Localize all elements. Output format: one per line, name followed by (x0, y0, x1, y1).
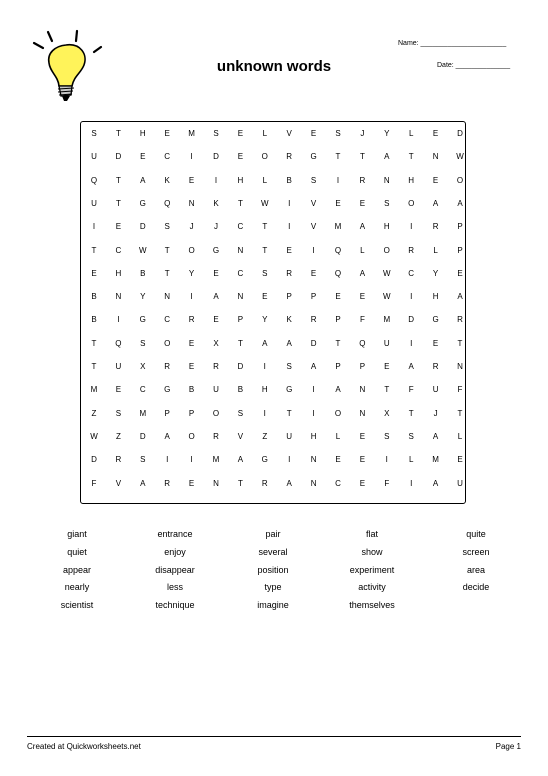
grid-letter: D (310, 338, 317, 348)
grid-letter: Z (115, 431, 121, 441)
grid-letter: T (335, 152, 341, 162)
grid-letter: Y (188, 268, 195, 278)
grid-letter: Y (140, 292, 146, 302)
page-number: Page 1 (495, 742, 521, 751)
word-list-item: position (257, 564, 289, 575)
grid-letter: I (312, 245, 315, 255)
grid-letter: A (408, 362, 414, 371)
grid-letter: U (286, 431, 293, 441)
grid-letter: L (262, 129, 268, 138)
grid-letter: R (286, 152, 293, 162)
grid-letter: D (139, 431, 146, 441)
grid-letter: I (385, 455, 388, 465)
grid-letter: M (212, 455, 220, 465)
grid-letter: E (91, 268, 97, 278)
grid-letter: I (410, 222, 413, 232)
grid-letter: E (310, 129, 317, 138)
grid-letter: C (164, 315, 171, 325)
word-list-item: pair (265, 529, 281, 539)
grid-letter: R (164, 478, 171, 488)
grid-letter: U (115, 362, 122, 371)
grid-letter: E (188, 175, 195, 185)
grid-letter: U (91, 152, 97, 162)
grid-letter: R (286, 268, 293, 278)
grid-letter: N (432, 152, 439, 162)
grid-letter: U (383, 338, 390, 348)
grid-letter: I (410, 292, 413, 302)
grid-letter: I (190, 292, 193, 302)
grid-letter: S (310, 175, 317, 185)
grid-letter: E (237, 152, 244, 162)
grid-letter: T (262, 245, 268, 255)
grid-letter: I (312, 385, 315, 395)
grid-letter: U (457, 478, 463, 488)
grid-letter: F (384, 478, 390, 488)
grid-letter: S (408, 431, 414, 441)
grid-letter: S (286, 362, 292, 371)
grid-letter: G (139, 315, 146, 325)
word-list-item: screen (462, 546, 490, 557)
grid-letter: A (286, 338, 292, 348)
grid-letter: O (212, 408, 220, 418)
grid-letter: T (457, 338, 463, 348)
grid-letter: E (188, 338, 195, 348)
grid-letter: O (261, 152, 268, 162)
grid-letter: R (457, 315, 463, 325)
grid-letter: T (115, 129, 121, 138)
grid-letter: E (115, 222, 122, 232)
grid-letter: E (384, 362, 390, 371)
grid-letter: U (213, 385, 219, 395)
grid-letter: W (383, 292, 391, 302)
grid-letter: G (286, 385, 293, 395)
grid-letter: T (335, 338, 341, 348)
word-list-item: experiment (349, 564, 395, 575)
grid-letter: C (115, 245, 122, 255)
grid-letter: V (310, 198, 317, 208)
grid-letter: C (335, 478, 341, 488)
name-field[interactable]: Name: ______________________ (398, 40, 507, 47)
grid-letter: E (457, 268, 463, 278)
grid-letter: S (384, 431, 390, 441)
word-list-item: activity (358, 582, 386, 593)
grid-letter: H (408, 175, 415, 185)
grid-letter: E (359, 198, 366, 208)
grid-letter: B (140, 268, 146, 278)
grid-letter: W (383, 268, 391, 278)
word-list-item: less (166, 582, 183, 593)
grid-letter: A (457, 292, 463, 302)
word-list-item: show (361, 546, 383, 557)
grid-letter: W (456, 152, 464, 162)
grid-letter: E (432, 338, 439, 348)
grid-letter: P (335, 315, 341, 325)
grid-letter: A (432, 198, 439, 208)
grid-letter: D (237, 362, 244, 371)
grid-letter: T (91, 245, 97, 255)
grid-letter: R (213, 431, 219, 441)
grid-letter: B (91, 292, 97, 302)
grid-letter: E (359, 292, 366, 302)
grid-letter: P (457, 222, 463, 232)
grid-letter: N (359, 385, 366, 395)
grid-letter: K (164, 175, 170, 185)
grid-letter: X (213, 338, 219, 348)
grid-letter: T (91, 362, 97, 371)
grid-letter: E (335, 455, 341, 465)
footer-divider (27, 736, 521, 737)
grid-letter: O (334, 408, 342, 418)
grid-letter: E (188, 362, 195, 371)
grid-letter: H (261, 385, 268, 395)
grid-letter: E (432, 175, 439, 185)
grid-letter: N (237, 292, 244, 302)
grid-letter: I (190, 152, 193, 162)
grid-letter: T (164, 245, 170, 255)
grid-letter: H (115, 268, 122, 278)
grid-letter: G (164, 385, 171, 395)
grid-letter: T (164, 268, 170, 278)
grid-letter: I (166, 455, 169, 465)
grid-letter: A (432, 431, 439, 441)
grid-letter: C (408, 268, 415, 278)
word-list-item: giant (67, 529, 87, 539)
grid-letter: B (286, 175, 292, 185)
grid-letter: C (164, 152, 171, 162)
grid-letter: S (335, 129, 341, 138)
grid-letter: E (188, 478, 195, 488)
grid-letter: J (189, 222, 194, 232)
grid-letter: S (164, 222, 170, 232)
grid-letter: O (456, 175, 464, 185)
grid-letter: A (164, 431, 170, 441)
grid-letter: W (90, 431, 98, 441)
grid-letter: A (432, 478, 439, 488)
grid-letter: Q (334, 245, 342, 255)
grid-letter: L (457, 431, 463, 441)
grid-letter: D (139, 222, 146, 232)
grid-letter: I (336, 175, 340, 185)
grid-letter: B (237, 385, 244, 395)
grid-letter: I (288, 455, 291, 465)
grid-letter: N (310, 478, 317, 488)
grid-letter: A (286, 478, 292, 488)
word-list-item: several (258, 546, 288, 557)
grid-letter: Y (384, 129, 390, 138)
word-list-item: scientist (60, 600, 94, 611)
grid-letter: G (310, 152, 317, 162)
grid-letter: S (140, 455, 146, 465)
grid-letter: R (310, 315, 317, 325)
grid-letter: D (115, 152, 122, 162)
grid-letter: C (237, 222, 244, 232)
word-list-item: technique (155, 600, 195, 611)
grid-letter: L (360, 245, 365, 255)
grid-letter: L (408, 129, 414, 138)
grid-letter: E (359, 431, 366, 441)
grid-letter: Q (164, 198, 171, 208)
grid-letter: H (310, 431, 317, 441)
grid-letter: H (432, 292, 439, 302)
grid-letter: E (213, 315, 219, 325)
grid-letter: V (286, 129, 292, 138)
grid-letter: A (237, 455, 244, 465)
grid-letter: S (91, 129, 97, 138)
grid-letter: E (359, 478, 366, 488)
grid-letter: Y (432, 268, 439, 278)
grid-letter: J (360, 129, 365, 138)
grid-letter: R (213, 362, 219, 371)
grid-letter: E (432, 129, 439, 138)
grid-letter: I (190, 455, 193, 465)
grid-letter: G (212, 245, 220, 255)
grid-letter: I (312, 408, 315, 418)
grid-letter: J (214, 222, 218, 232)
grid-letter: H (383, 222, 390, 232)
grid-letter: I (117, 315, 120, 325)
word-list-item: area (466, 564, 485, 575)
grid-letter: M (334, 222, 342, 232)
grid-letter: E (359, 455, 366, 465)
grid-letter: E (213, 268, 219, 278)
grid-letter: F (408, 385, 414, 395)
grid-letter: W (139, 245, 147, 255)
grid-letter: B (91, 315, 97, 325)
grid-letter: X (384, 408, 390, 418)
grid-letter: E (140, 152, 146, 162)
grid-letter: N (115, 292, 122, 302)
grid-letter: U (432, 385, 439, 395)
grid-letter: B (188, 385, 195, 395)
grid-letter: T (237, 198, 243, 208)
grid-letter: Q (90, 175, 98, 185)
grid-letter: J (433, 408, 438, 418)
grid-letter: C (237, 268, 244, 278)
grid-letter: U (91, 198, 97, 208)
grid-letter: A (359, 222, 366, 232)
grid-letter: O (164, 338, 171, 348)
word-search-grid (80, 121, 466, 504)
grid-letter: S (213, 129, 219, 138)
grid-letter: R (261, 478, 268, 488)
grid-letter: R (115, 455, 122, 465)
grid-letter: M (90, 385, 98, 395)
word-list-item: nearly (64, 582, 90, 593)
grid-letter: L (408, 455, 414, 465)
grid-letter: I (92, 222, 96, 232)
grid-letter: D (213, 152, 219, 162)
grid-letter: I (288, 222, 291, 232)
grid-letter: R (408, 245, 415, 255)
grid-letter: K (213, 198, 219, 208)
grid-letter: V (115, 478, 122, 488)
grid-letter: K (286, 315, 292, 325)
grid-letter: S (237, 408, 244, 418)
grid-letter: A (457, 198, 463, 208)
grid-letter: F (457, 385, 463, 395)
grid-letter: A (359, 268, 366, 278)
grid-letter: N (359, 408, 366, 418)
grid-letter: C (139, 385, 146, 395)
grid-letter: E (115, 385, 122, 395)
grid-letter: A (140, 478, 146, 488)
grid-letter: T (115, 175, 121, 185)
grid-letter: P (359, 362, 366, 371)
grid-letter: I (214, 175, 218, 185)
grid-letter: Y (262, 315, 268, 325)
page-title: unknown words (216, 58, 332, 75)
grid-letter: V (237, 431, 244, 441)
word-list-item: quite (466, 529, 486, 539)
grid-letter: N (164, 292, 171, 302)
grid-letter: I (288, 198, 291, 208)
grid-letter: G (261, 455, 268, 465)
word-list-item: decide (462, 582, 490, 593)
grid-letter: P (188, 408, 195, 418)
grid-letter: M (432, 455, 439, 465)
grid-letter: E (310, 268, 317, 278)
grid-letter: R (432, 222, 439, 232)
grid-letter: Q (115, 338, 122, 348)
grid-letter: I (410, 478, 413, 488)
grid-letter: I (263, 362, 266, 371)
grid-letter: E (457, 455, 463, 465)
grid-letter: H (237, 175, 244, 185)
grid-letter: T (457, 408, 463, 418)
grid-letter: P (286, 292, 292, 302)
grid-letter: A (262, 338, 268, 348)
grid-letter: O (188, 431, 195, 441)
word-list-item: quiet (67, 546, 87, 557)
grid-letter: P (457, 245, 463, 255)
grid-letter: O (188, 245, 195, 255)
grid-letter: Z (262, 431, 268, 441)
grid-letter: I (410, 338, 413, 348)
grid-letter: T (237, 338, 243, 348)
grid-letter: M (139, 408, 147, 418)
grid-letter: L (335, 431, 341, 441)
word-list-item: disappear (155, 564, 195, 575)
word-list-item: appear (62, 564, 92, 575)
grid-letter: E (286, 245, 292, 255)
grid-letter: A (140, 175, 146, 185)
grid-letter: E (164, 129, 170, 138)
grid-letter: T (115, 198, 121, 208)
grid-letter: Z (91, 408, 97, 418)
grid-letter: S (384, 198, 390, 208)
word-list-item: type (264, 582, 282, 593)
word-list-item: themselves (349, 600, 395, 611)
grid-letter: G (139, 198, 146, 208)
grid-letter: M (188, 129, 195, 138)
grid-letter: L (262, 175, 268, 185)
grid-letter: E (262, 292, 268, 302)
word-list-item: enjoy (164, 546, 186, 557)
grid-letter: D (457, 129, 463, 138)
grid-letter: E (237, 129, 244, 138)
grid-letter: R (359, 175, 366, 185)
grid-letter: E (335, 198, 341, 208)
grid-letter: S (140, 338, 146, 348)
grid-letter: A (335, 385, 341, 395)
grid-letter: E (335, 292, 341, 302)
grid-letter: N (213, 478, 219, 488)
grid-letter: V (310, 222, 317, 232)
grid-letter: N (383, 175, 390, 185)
grid-letter: N (310, 455, 317, 465)
word-list-item: flat (365, 529, 378, 539)
date-field[interactable]: Date: ______________ (437, 62, 511, 69)
grid-letter: T (384, 385, 390, 395)
footer-credit: Created at Quickworksheets.net (27, 742, 141, 751)
grid-letter: A (310, 362, 317, 371)
grid-letter: G (432, 315, 439, 325)
grid-letter: O (408, 198, 415, 208)
grid-letter: T (408, 152, 414, 162)
grid-letter: P (335, 362, 341, 371)
grid-letter: D (408, 315, 415, 325)
grid-letter: N (237, 245, 244, 255)
grid-letter: O (383, 245, 390, 255)
grid-letter: T (359, 152, 365, 162)
grid-letter: N (457, 362, 463, 371)
grid-letter: R (164, 362, 171, 371)
grid-letter: L (433, 245, 438, 255)
grid-letter: R (432, 362, 439, 371)
grid-letter: H (139, 129, 146, 138)
grid-letter: X (140, 362, 146, 371)
grid-letter: T (237, 478, 243, 488)
grid-letter: Q (359, 338, 366, 348)
grid-letter: D (91, 455, 97, 465)
grid-letter: Q (334, 268, 342, 278)
grid-letter: I (263, 408, 266, 418)
grid-letter: P (237, 315, 244, 325)
grid-letter: S (115, 408, 122, 418)
grid-letter: R (188, 315, 195, 325)
grid-letter: P (310, 292, 317, 302)
grid-letter: P (164, 408, 170, 418)
grid-letter: T (262, 222, 268, 232)
grid-letter: F (91, 478, 97, 488)
grid-letter: M (383, 315, 391, 325)
grid-letter: W (261, 198, 269, 208)
grid-letter: T (408, 408, 414, 418)
grid-letter: F (359, 315, 365, 325)
grid-letter: S (262, 268, 268, 278)
grid-letter: T (91, 338, 97, 348)
grid-letter: A (384, 152, 390, 162)
grid-letter: A (213, 292, 219, 302)
word-list-item: entrance (157, 529, 193, 539)
word-list-item: imagine (257, 600, 289, 611)
grid-letter: T (286, 408, 292, 418)
grid-letter: N (188, 198, 195, 208)
